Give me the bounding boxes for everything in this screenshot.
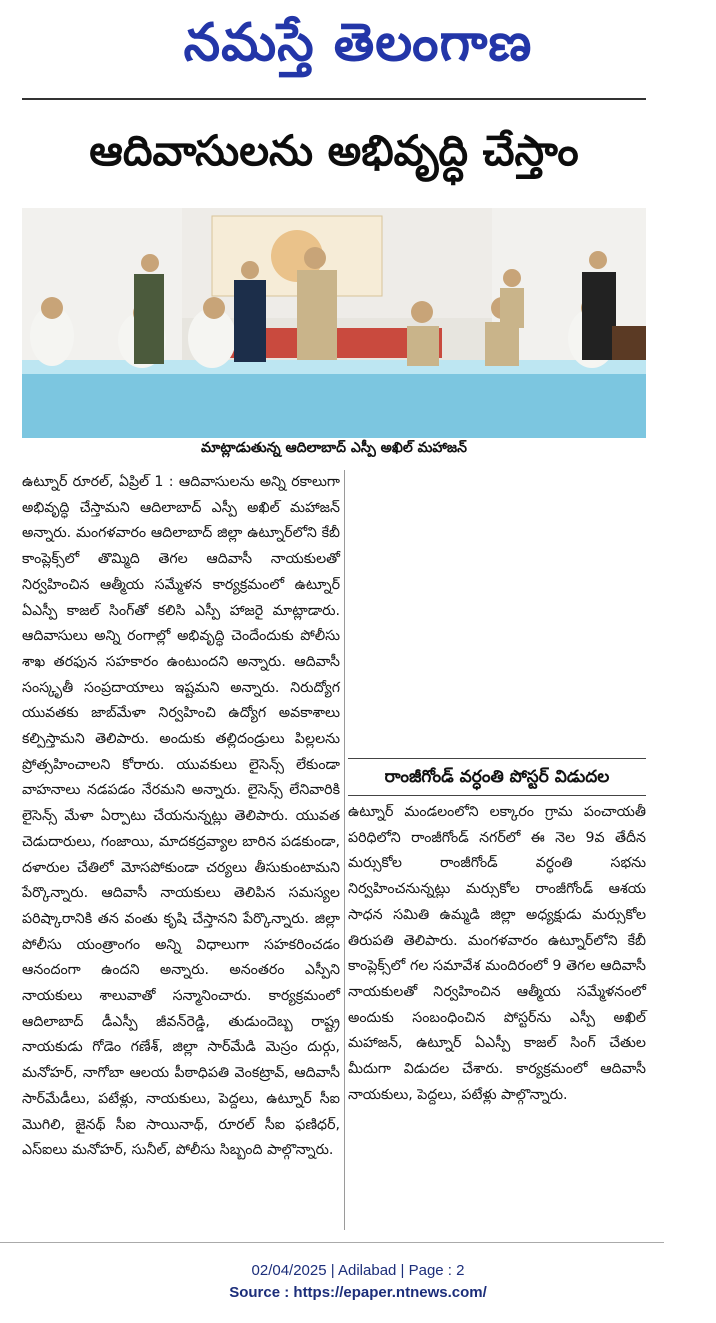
- sub-headline: రాంజీగోండ్ వర్ధంతి పోస్టర్ విడుదల: [384, 767, 610, 787]
- headline: ఆదివాసులను అభివృద్ధి చేస్తాం: [89, 126, 579, 175]
- article-body-right: ఉట్నూర్ మండలంలోని లక్కారం గ్రామ పంచాయతీ పరిధిలోని రాంజీగోండ్ నగర్‌లో ఈ నెల 9వ తేదీన మర్సుకోల రాంజీగోండ్ వర్ధంతి సభను నిర్వహించనున్నట్లు మర్సుకోల రాంజీగోండ్ ఆశయ సాధన సమితి ఉమ్మడి జిల్లా అధ్యక్షుడు మర్సుకోల తిరుపతి తెలిపారు. మంగళవారం ఉట్నూర్‌లోని కేబీ కాంప్లెక్స్‌లో గల సమావేశ మందిరంలో 9 తెగల ఆదివాసీ నాయకులతో నిర్వహించిన ఆత్మీయ సమ్మేళనంలో అందుకు సంబంధించిన పోస్టర్‌ను ఎస్పీ అఖిల్ మహాజన్, ఉట్నూర్ ఏఎస్పీ కాజల్ సింగ్ చేతుల మీదుగా విడుదల చేశారు. కార్యక్రమంలో ఆదివాసీ నాయకులు, పెద్దలు, పటేళ్లు పాల్గొన్నారు.: [348, 804, 646, 1103]
- news-photo: [22, 208, 646, 438]
- article-body-left: ఉట్నూర్ రూరల్, ఏప్రిల్ 1 : ఆదివాసులను అన్ని రకాలుగా అభివృద్ధి చేస్తామని ఆదిలాబాద్ ఎస్పీ అఖిల్ మహాజన్ అన్నారు. మంగళవారం ఆదిలాబాద్ జిల్లా ఉట్నూర్‌లోని కేబీ కాంప్లెక్స్‌లో తొమ్మిది తెగల ఆదివాసీ నాయకులతో నిర్వహించిన ఆత్మీయ సమ్మేళన కార్యక్రమంలో ఉట్నూర్ ఏఎస్పీ కాజల్ సింగ్‌తో కలిసి ఎస్పీ హాజరై మాట్లాడారు. ఆదివాసులు అన్ని రంగాల్లో అభివృద్ధి చెందేందుకు పోలీసు శాఖ తరఫున సహకారం ఉంటుందని అన్నారు. ఆదివాసీ సంస్కృతీ సంప్రదాయాలు ఇష్టమని అన్నారు. నిరుద్యోగ యువతకు జాబ్‌మేళా నిర్వహించి ఉద్యోగ అవకాశాలు కల్పిస్తామని తెలిపారు. అందుకు తల్లిదండ్రులు పిల్లలను ప్రోత్సహించాలని కోరారు. యువకులు లైసెన్స్ లేకుండా వాహనాలు నడపడం నేరమని అన్నారు. లైసెన్స్ లేనివారికి లైసెన్స్ మేళా ఏర్పాటు చేయనున్నట్లు తెలిపారు. యువత చెడుదారులు, గంజాయి, మాదకద్రవ్యాల బారిన పడకుండా, దళారుల చేతిలో మోసపోకుండా చర్యలు తీసుకుంటామని పేర్కొన్నారు. ఆదివాసీ నాయకులు తెలిపిన సమస్యల పరిష్కారానికి తన వంతు కృషి చేస్తానని పేర్కొన్నారు. జిల్లా పోలీసు యంత్రాంగం అన్ని విధాలుగా సహకరించడం ఆనందంగా ఉందని అన్నారు. అనంతరం ఎస్పీని నాయకులు శాలువాతో సన్మానించారు. కార్యక్రమంలో ఆదిలాబాద్ డీఎస్పీ జీవన్‌రెడ్డి, తుడుందెబ్బ రాష్ట్ర నాయకుడు గోడెం గణేశ్, జిల్లా సార్‌మేడి మెస్రం దుర్గు, మనోహర్, నాగోబా ఆలయ పీఠాధిపతి వెంకట్రావ్, ఆదివాసీ సార్‌మేడీలు, పటేళ్లు, నాయకులు, పెద్దలు, ఉట్నూర్ సీఐ మొగిలి, జైనథ్ సీఐ సాయినాథ్, రూరల్ సీఐ ఫణిధర్, ఎస్‌ఐలు మనోహర్, సునీల్, పోలీసు సిబ్బంది పాల్గొన్నారు.: [22, 474, 340, 1159]
- top-rule: [22, 98, 646, 100]
- masthead: నమస్తే తెలంగాణ: [183, 12, 533, 73]
- edition-info: 02/04/2025 | Adilabad | Page : 2: [251, 1262, 465, 1279]
- bottom-rule: [0, 1242, 664, 1243]
- source-link[interactable]: Source : https://epaper.ntnews.com/: [229, 1284, 487, 1301]
- photo-caption: మాట్లాడుతున్న ఆదిలాబాద్ ఎస్పీ అఖిల్ మహాజన్: [201, 440, 467, 456]
- column-divider: [344, 470, 345, 1230]
